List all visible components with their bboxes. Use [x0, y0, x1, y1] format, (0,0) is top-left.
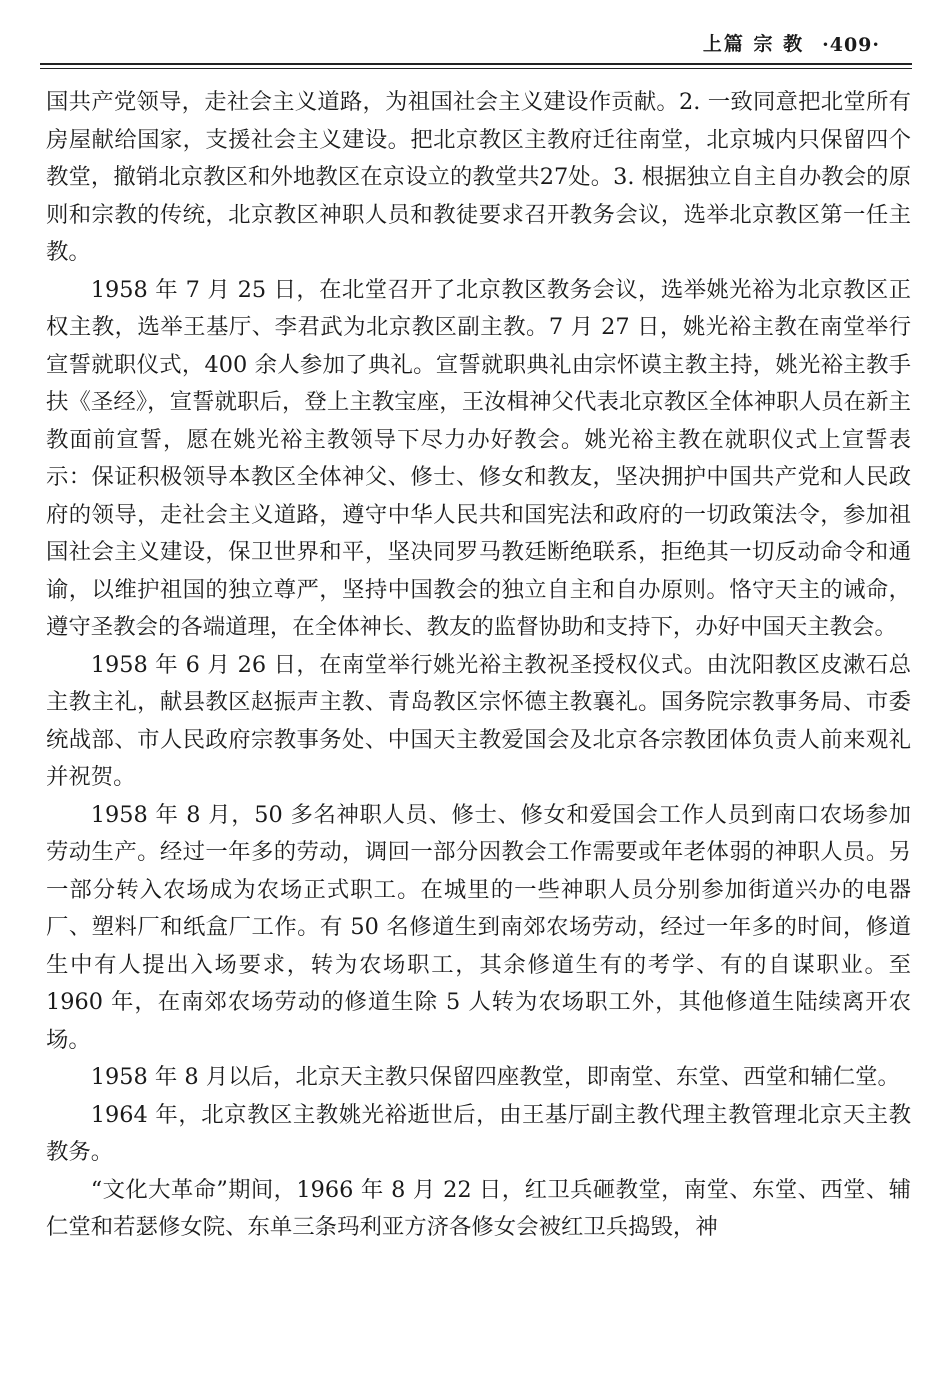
section-title: 上篇 宗 教 [702, 33, 805, 55]
paragraph: 1958 年 8 月，50 多名神职人员、修士、修女和爱国会工作人员到南口农场参加劳动生产。经过一年多的劳动，调回一部分因教会工作需要或年老体弱的神职人员。另一部分转入农场成为农场正式职工。在城里的一些神职人员分别参加街道兴办的电器厂、塑料厂和纸盒厂工作。有 50 名修道生到南郊农场劳动，经过一年多的时间，修道生中有人提出入场要求，转为农场职工，其余修道生有的考学、有的自谋职业。至 1960 年，在南郊农场劳动的修道生除 5 人转为农场职工外，其他修道生陆续离开农场。 [46, 801, 911, 1053]
body-text [46, 84, 911, 1247]
page-number: ·409· [822, 34, 880, 56]
paragraph: “文化大革命”期间，1966 年 8 月 22 日，红卫兵砸教堂，南堂、东堂、西堂、辅仁堂和若瑟修女院、东单三条玛利亚方济各修女会被红卫兵捣毁，神 [46, 1176, 911, 1240]
paragraph-continued: 国共产党领导，走社会主义道路，为祖国社会主义建设作贡献。2. 一致同意把北堂所有房屋献给国家，支援社会主义建设。把北京教区主教府迁往南堂，北京城内只保留四个教堂，撤销北京教区和外地教区在京设立的教堂共27处。3. 根据独立自主自办教会的原则和宗教的传统，北京教区神职人员和教徒要求召开教务会议，选举北京教区第一任主教。 [46, 89, 911, 265]
header-rule [40, 63, 912, 69]
paragraph: 1958 年 7 月 25 日，在北堂召开了北京教区教务会议，选举姚光裕为北京教区正权主教，选举王基厅、李君武为北京教区副主教。7 月 27 日，姚光裕主教在南堂举行宣誓就职仪式，400 余人参加了典礼。宣誓就职典礼由宗怀谟主教主持，姚光裕主教手扶《圣经》，宣誓就职后，登上主教宝座，王汝楫神父代表北京教区全体神职人员在新主教面前宣誓，愿在姚光裕主教领导下尽力办好教会。姚光裕主教在就职仪式上宣誓表示：保证积极领导本教区全体神父、修士、修女和教友，坚决拥护中国共产党和人民政府的领导，走社会主义道路，遵守中华人民共和国宪法和政府的一切政策法令，参加祖国社会主义建设，保卫世界和平，坚决同罗马教廷断绝联系，拒绝其一切反动命令和通谕，以维护祖国的独立尊严，坚持中国教会的独立自主和自办原则。恪守天主的诫命，遵守圣教会的各端道理，在全体神长、教友的监督协助和支持下，办好中国天主教会。 [46, 276, 911, 640]
paragraph: 1964 年，北京教区主教姚光裕逝世后，由王基厅副主教代理主教管理北京天主教教务。 [46, 1101, 911, 1165]
paragraph: 1958 年 6 月 26 日，在南堂举行姚光裕主教祝圣授权仪式。由沈阳教区皮漱石总主教主礼，献县教区赵振声主教、青岛教区宗怀德主教襄礼。国务院宗教事务局、市委统战部、市人民政府宗教事务处、中国天主教爱国会及北京各宗教团体负责人前来观礼并祝贺。 [46, 651, 911, 790]
paragraph: 1958 年 8 月以后，北京天主教只保留四座教堂，即南堂、东堂、西堂和辅仁堂。 [90, 1064, 900, 1090]
running-header [703, 26, 880, 56]
